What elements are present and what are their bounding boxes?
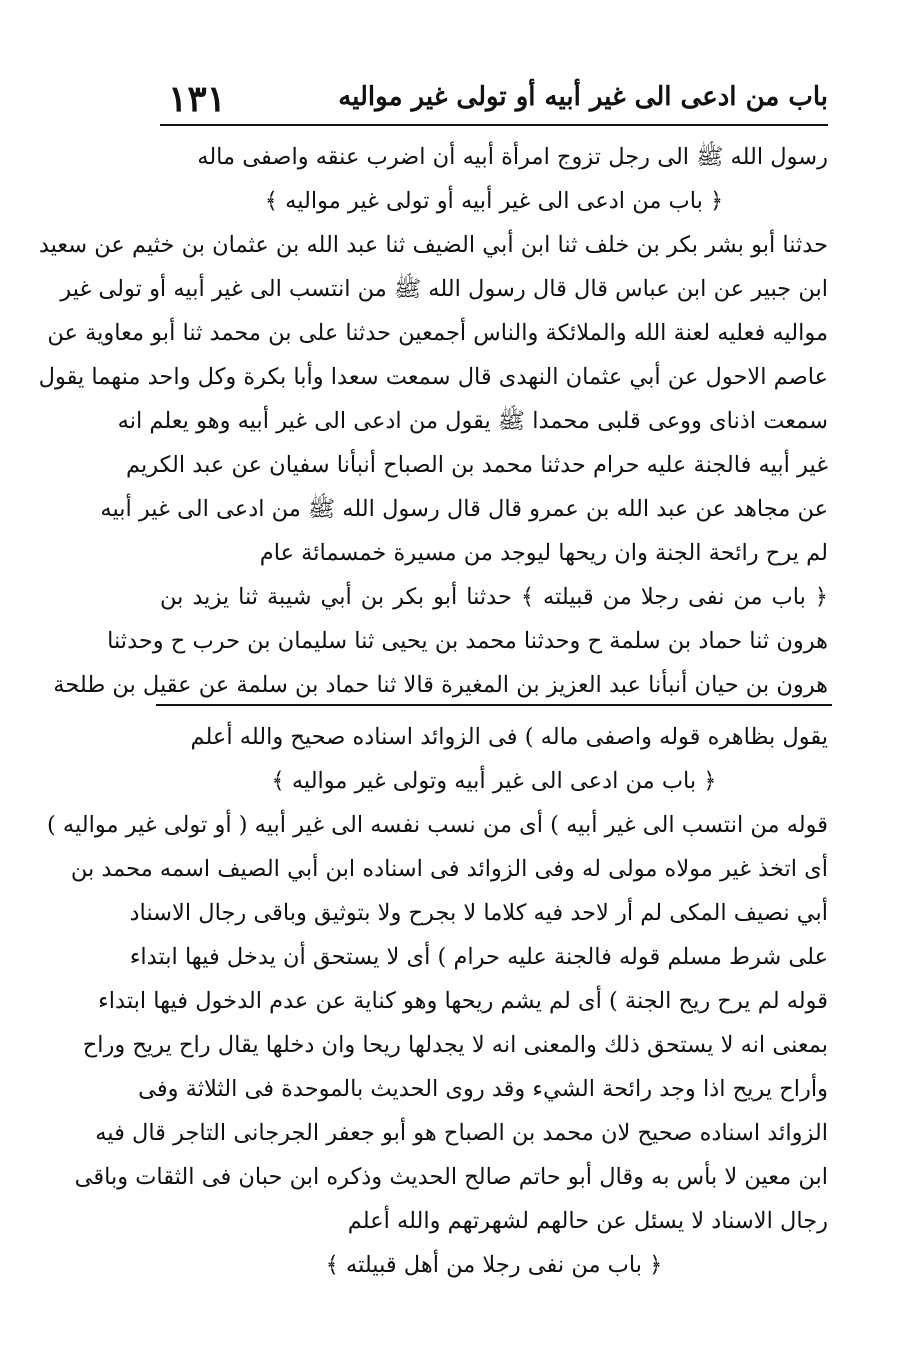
text-line: قوله من انتسب الى غير أبيه ) أى من نسب نفسه الى غير أبيه ( أو تولى غير مواليه ) bbox=[46, 812, 828, 838]
footnote-rule bbox=[156, 704, 832, 706]
text-line: أى اتخذ غير مولاه مولى له وفى الزوائد فى اسناده ابن أبي الصيف اسمه محمد بن bbox=[70, 856, 828, 882]
text-line: مواليه فعليه لعنة الله والملائكة والناس أجمعين حدثنا على بن محمد ثنا أبو معاوية عن bbox=[47, 320, 828, 346]
text-line: ابن معين لا بأس به وقال أبو حاتم صالح الحديث وذكره ابن حبان فى الثقات وباقى bbox=[74, 1164, 828, 1190]
text-line: عاصم الاحول عن أبي عثمان النهدى قال سمعت سعدا وأبا بكرة وكل واحد منهما يقول bbox=[38, 364, 828, 390]
text-line: سمعت اذناى ووعى قلبى محمدا ﷺ يقول من ادعى الى غير أبيه وهو يعلم انه bbox=[117, 408, 828, 434]
page-header bbox=[160, 78, 828, 122]
chapter-heading: ﴿ باب من ادعى الى غير أبيه وتولى غير مواليه ﴾ bbox=[271, 768, 717, 794]
text-line: يقول بظاهره قوله واصفى ماله ) فى الزوائد اسناده صحيح والله أعلم bbox=[190, 724, 828, 750]
text-line: ﴿ باب من نفى رجلا من قبيلته ﴾ حدثنا أبو بكر بن أبي شيبة ثنا يزيد بن bbox=[160, 584, 828, 610]
text-line: هرون بن حيان أنبأنا عبد العزيز بن المغيرة قالا ثنا حماد بن سلمة عن عقيل بن طلحة bbox=[53, 672, 828, 698]
text-line: هرون ثنا حماد بن سلمة ح وحدثنا محمد بن يحيى ثنا سليمان بن حرب ح وحدثنا bbox=[107, 628, 828, 654]
text-line: على شرط مسلم قوله فالجنة عليه حرام ) أى لا يستحق أن يدخل فيها ابتداء bbox=[129, 944, 828, 970]
text-line: لم يرح رائحة الجنة وان ريحها ليوجد من مسيرة خمسمائة عام bbox=[259, 540, 828, 566]
text-line: قوله لم يرح ريح الجنة ) أى لم يشم ريحها وهو كناية عن عدم الدخول فيها ابتداء bbox=[98, 988, 828, 1014]
text-line: عن مجاهد عن عبد الله بن عمرو قال قال رسول الله ﷺ من ادعى الى غير أبيه bbox=[100, 496, 828, 522]
text-line: ابن جبير عن ابن عباس قال قال رسول الله ﷺ من انتسب الى غير أبيه أو تولى غير bbox=[60, 276, 828, 302]
chapter-heading: ﴿ باب من نفى رجلا من أهل قبيلته ﴾ bbox=[325, 1252, 663, 1278]
page-number: ١٣١ bbox=[168, 78, 227, 120]
running-title: باب من ادعى الى غير أبيه أو تولى غير مواليه bbox=[338, 82, 828, 112]
text-line: الزوائد اسناده صحيح لان محمد بن الصباح هو أبو جعفر الجرجانى التاجر قال فيه bbox=[95, 1120, 828, 1146]
chapter-heading: ﴿ باب من ادعى الى غير أبيه أو تولى غير مواليه ﴾ bbox=[264, 188, 724, 214]
text-line: حدثنا أبو بشر بكر بن خلف ثنا ابن أبي الضيف ثنا عبد الله بن عثمان بن خثيم عن سعيد bbox=[38, 232, 828, 258]
text-line: غير أبيه فالجنة عليه حرام حدثنا محمد بن الصباح أنبأنا سفيان عن عبد الكريم bbox=[125, 452, 828, 478]
text-line: أبي نصيف المكى لم أر لاحد فيه كلاما لا بجرح ولا بتوثيق وباقى رجال الاسناد bbox=[129, 900, 828, 926]
text-line: رسول الله ﷺ الى رجل تزوج امرأة أبيه أن اضرب عنقه واصفى ماله bbox=[197, 144, 828, 170]
header-rule bbox=[160, 124, 828, 126]
text-line: بمعنى انه لا يستحق ذلك والمعنى انه لا يجدلها ريحا وان دخلها يقال راح يريح وراح bbox=[82, 1032, 828, 1058]
text-line: رجال الاسناد لا يسئل عن حالهم لشهرتهم والله أعلم bbox=[347, 1208, 828, 1234]
text-line: وأراح يريح اذا وجد رائحة الشيء وقد روى الحديث بالموحدة فى الثلاثة وفى bbox=[138, 1076, 828, 1102]
